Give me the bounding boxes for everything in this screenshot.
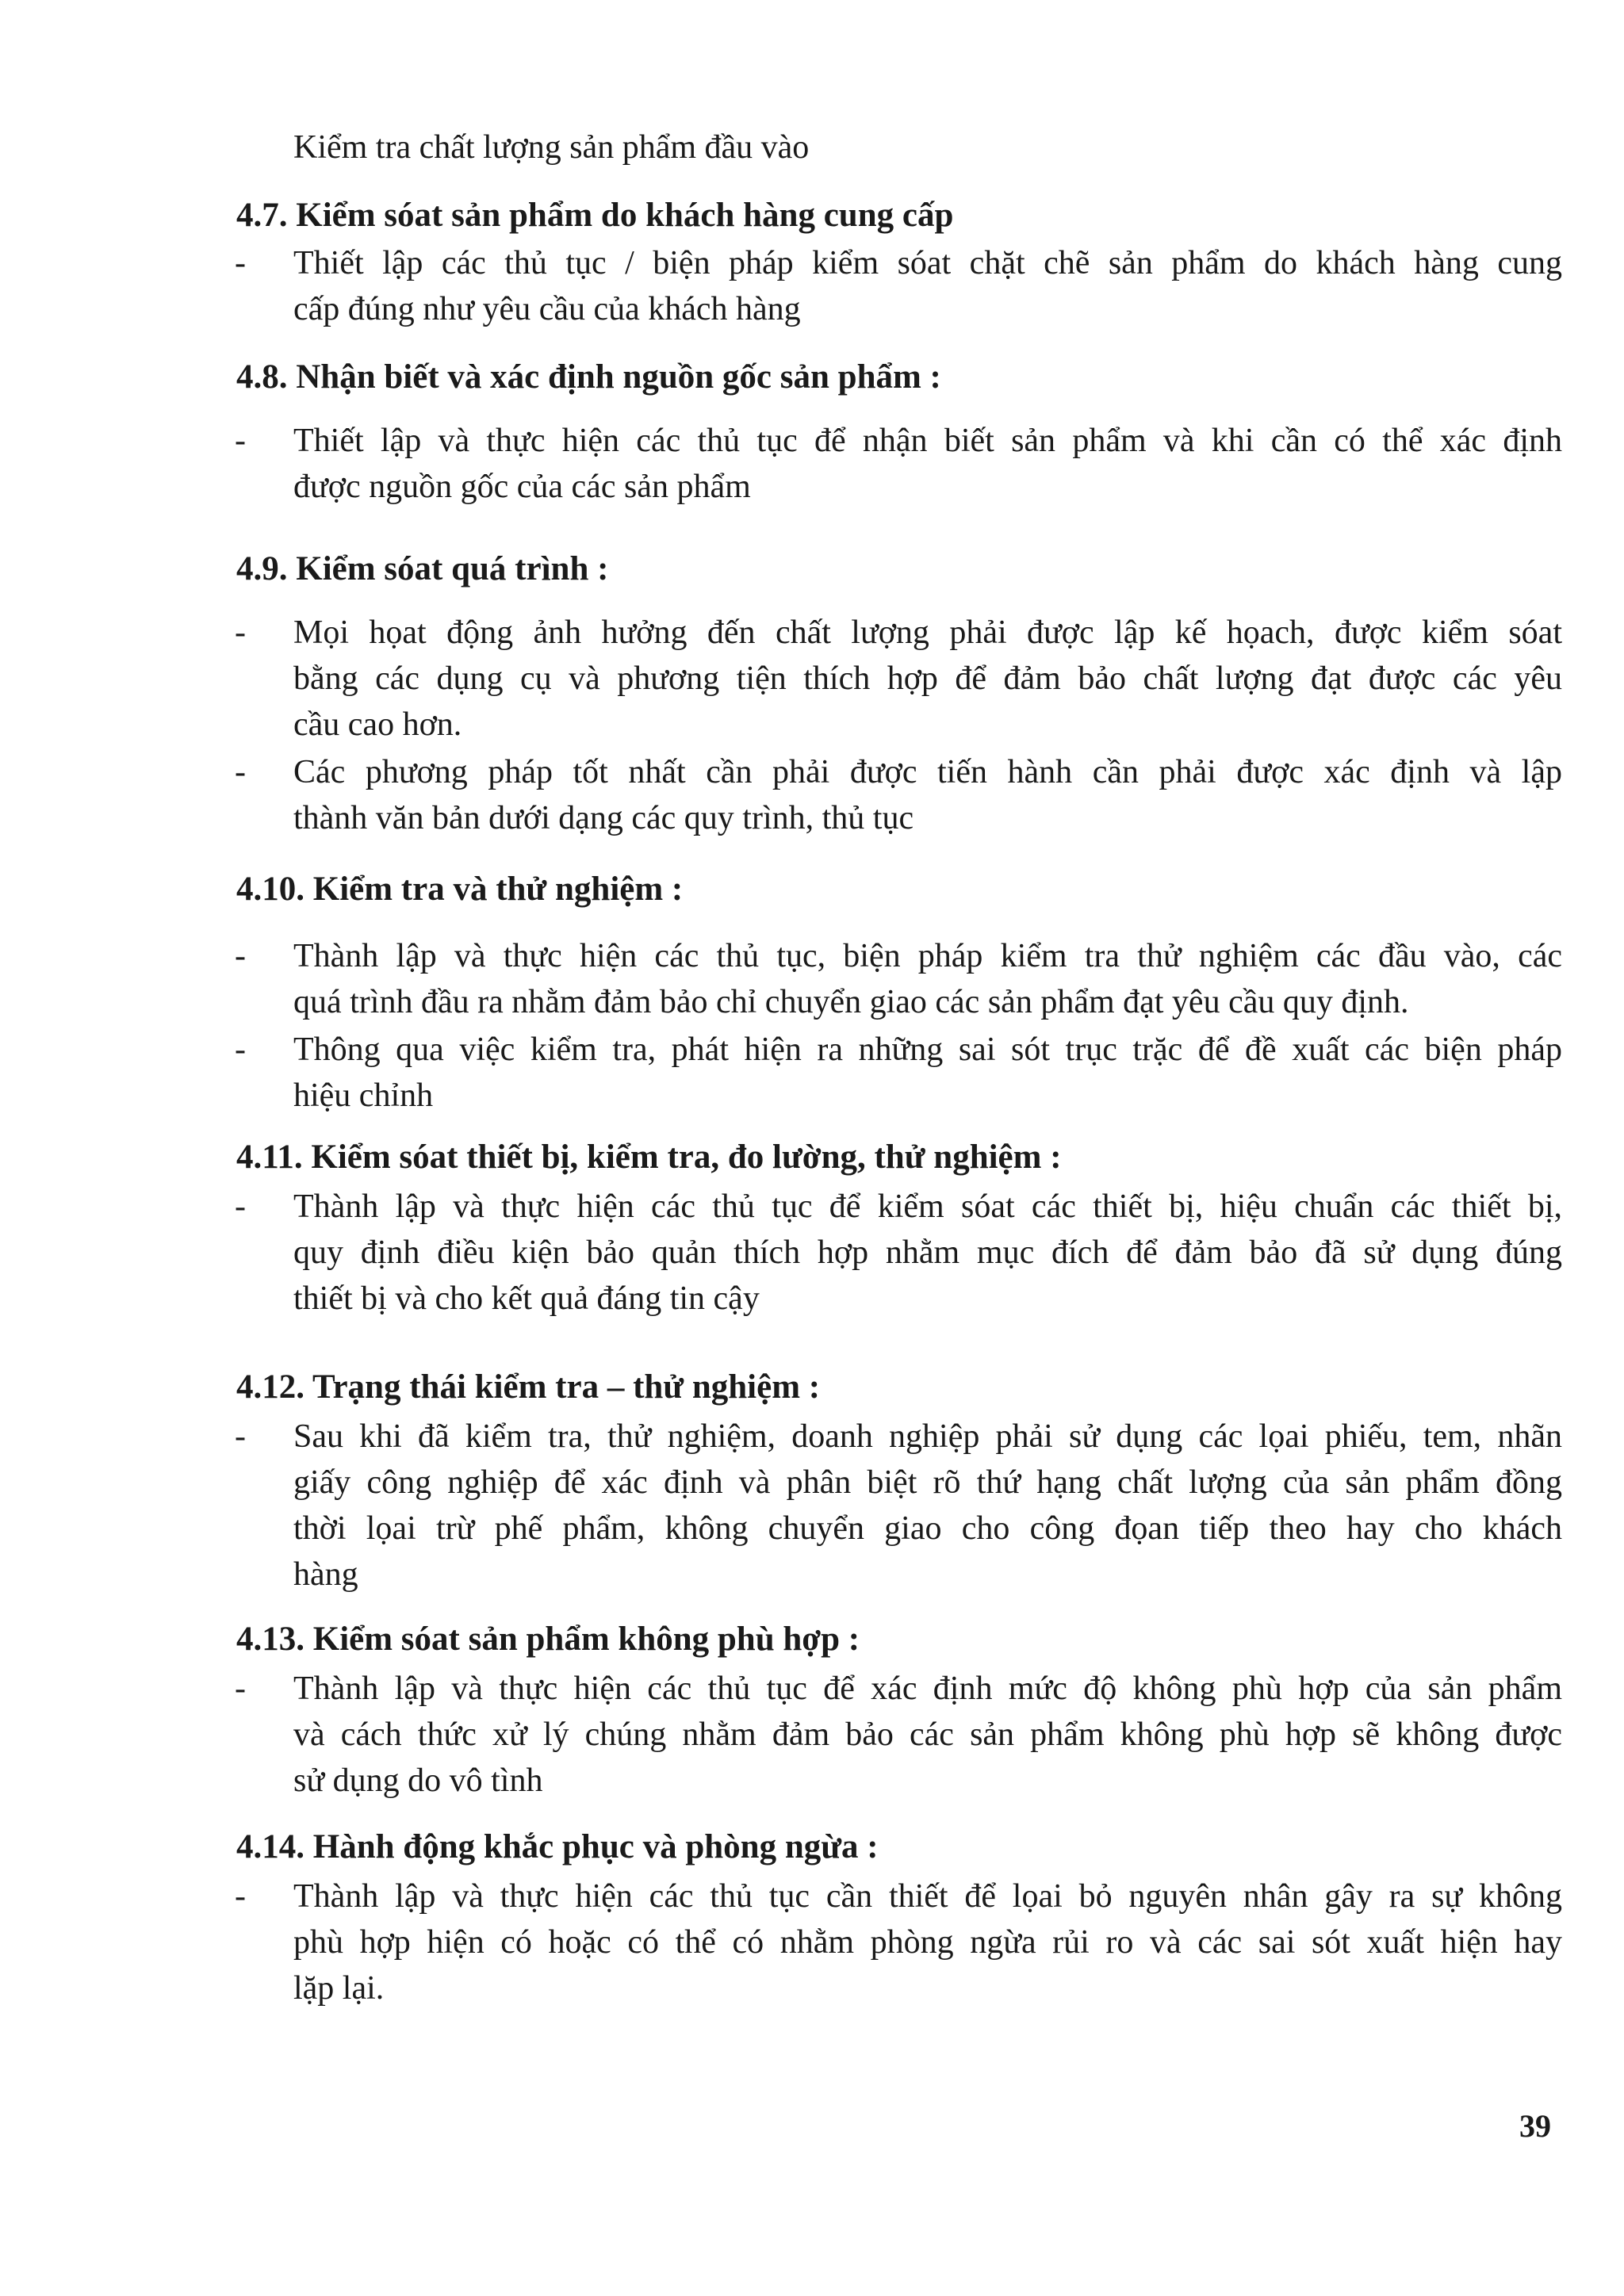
bullet-marker: - — [235, 1670, 246, 1707]
paragraph-line: hiệu chỉnh — [293, 1077, 434, 1114]
paragraph-line: lặp lại. — [293, 1970, 385, 2007]
paragraph-line: bằng các dụng cụ và phương tiện thích hợp để đảm bảo chất lượng đạt được các yêu — [293, 660, 1562, 697]
paragraph-line: Thành lập và thực hiện các thủ tục để kiểm sóat các thiết bị, hiệu chuẩn các thiết bị, — [293, 1188, 1562, 1225]
paragraph-line: cấp đúng như yêu cầu của khách hàng — [293, 291, 801, 327]
paragraph-line: thời lọai trừ phế phẩm, không chuyển giao cho công đọan tiếp theo hay cho khách — [293, 1510, 1562, 1547]
bullet-marker: - — [235, 614, 246, 651]
section-heading-4-9: 4.9. Kiểm sóat quá trình : — [236, 550, 609, 587]
bullet-marker: - — [235, 1878, 246, 1915]
paragraph-line: phù hợp hiện có hoặc có thể có nhằm phòng ngừa rủi ro và các sai sót xuất hiện hay — [293, 1924, 1562, 1961]
intro-line: Kiểm tra chất lượng sản phẩm đầu vào — [293, 129, 810, 166]
section-heading-4-10: 4.10. Kiểm tra và thử nghiệm : — [236, 871, 684, 908]
paragraph-line: Thiết lập và thực hiện các thủ tục để nhận biết sản phẩm và khi cần có thể xác định — [293, 423, 1562, 459]
paragraph-line: sử dụng do vô tình — [293, 1762, 543, 1799]
bullet-marker: - — [235, 245, 246, 281]
paragraph-line: Thành lập và thực hiện các thủ tục để xác định mức độ không phù hợp của sản phẩm — [293, 1670, 1562, 1707]
paragraph-line: Thông qua việc kiểm tra, phát hiện ra những sai sót trục trặc để đề xuất các biện pháp — [293, 1031, 1562, 1068]
section-heading-4-12: 4.12. Trạng thái kiểm tra – thử nghiệm : — [236, 1368, 821, 1406]
section-heading-4-13: 4.13. Kiểm sóat sản phẩm không phù hợp : — [236, 1621, 860, 1658]
paragraph-line: được nguồn gốc của các sản phẩm — [293, 469, 751, 505]
section-heading-4-8: 4.8. Nhận biết và xác định nguồn gốc sản phẩm : — [236, 358, 941, 396]
bullet-marker: - — [235, 1188, 246, 1225]
paragraph-line: Sau khi đã kiểm tra, thử nghiệm, doanh nghiệp phải sử dụng các lọai phiếu, tem, nhãn — [293, 1418, 1562, 1455]
bullet-marker: - — [235, 1031, 246, 1068]
page-number: 39 — [1519, 2108, 1551, 2144]
bullet-marker: - — [235, 423, 246, 459]
section-heading-4-7: 4.7. Kiểm sóat sản phẩm do khách hàng cung cấp — [236, 197, 954, 234]
section-heading-4-14: 4.14. Hành động khắc phục và phòng ngừa : — [236, 1828, 879, 1866]
paragraph-line: thiết bị và cho kết quả đáng tin cậy — [293, 1280, 760, 1317]
paragraph-line: thành văn bản dưới dạng các quy trình, thủ tục — [293, 800, 914, 836]
paragraph-line: quá trình đầu ra nhằm đảm bảo chỉ chuyển giao các sản phẩm đạt yêu cầu quy định. — [293, 984, 1409, 1020]
section-heading-4-11: 4.11. Kiểm sóat thiết bị, kiểm tra, đo lường, thử nghiệm : — [236, 1138, 1062, 1176]
paragraph-line: Mọi họat động ảnh hưởng đến chất lượng phải được lập kế họach, được kiểm sóat — [293, 614, 1562, 651]
paragraph-line: giấy công nghiệp để xác định và phân biệt rõ thứ hạng chất lượng của sản phẩm đồng — [293, 1464, 1562, 1501]
bullet-marker: - — [235, 1418, 246, 1455]
paragraph-line: cầu cao hơn. — [293, 706, 462, 743]
paragraph-line: Thiết lập các thủ tục / biện pháp kiểm sóat chặt chẽ sản phẩm do khách hàng cung — [293, 245, 1562, 281]
bullet-marker: - — [235, 938, 246, 974]
paragraph-line: và cách thức xử lý chúng nhằm đảm bảo các sản phẩm không phù hợp sẽ không được — [293, 1716, 1562, 1753]
paragraph-line: quy định điều kiện bảo quản thích hợp nhằm mục đích để đảm bảo đã sử dụng đúng — [293, 1234, 1562, 1271]
paragraph-line: Thành lập và thực hiện các thủ tục, biện pháp kiểm tra thử nghiệm các đầu vào, các — [293, 938, 1562, 974]
paragraph-line: hàng — [293, 1556, 358, 1593]
paragraph-line: Các phương pháp tốt nhất cần phải được tiến hành cần phải được xác định và lập — [293, 754, 1562, 790]
bullet-marker: - — [235, 754, 246, 790]
paragraph-line: Thành lập và thực hiện các thủ tục cần thiết để lọai bỏ nguyên nhân gây ra sự không — [293, 1878, 1562, 1915]
